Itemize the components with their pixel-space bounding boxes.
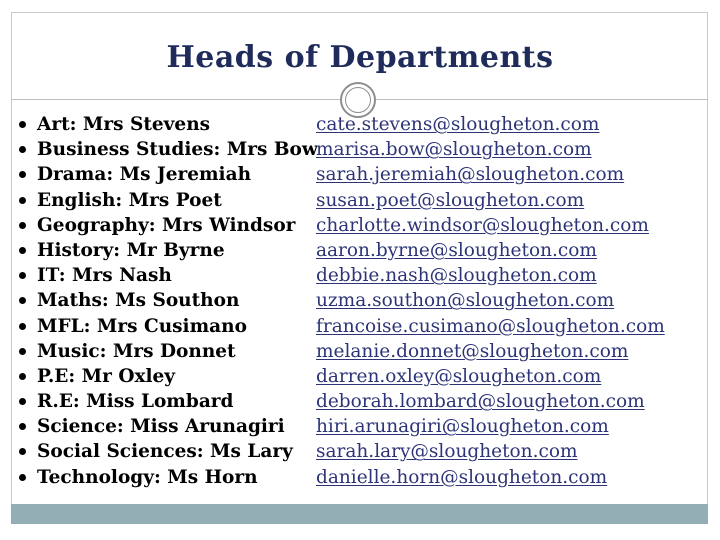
email-link[interactable]: sarah.jeremiah@slougheton.com bbox=[316, 164, 625, 186]
bullet-icon bbox=[19, 423, 26, 430]
footer-bar bbox=[11, 504, 708, 524]
departments-list bbox=[0, 112, 720, 490]
email-link[interactable]: francoise.cusimano@slougheton.com bbox=[316, 315, 665, 337]
department-head: Science: Miss Arunagiri bbox=[37, 416, 285, 438]
department-head: Drama: Ms Jeremiah bbox=[37, 164, 252, 186]
list-item bbox=[0, 314, 720, 339]
bullet-icon bbox=[19, 247, 26, 254]
email-link[interactable]: susan.poet@slougheton.com bbox=[316, 189, 585, 211]
department-head: Social Sciences: Ms Lary bbox=[37, 441, 293, 463]
bullet-icon bbox=[19, 373, 26, 380]
email-link[interactable]: sarah.lary@slougheton.com bbox=[316, 441, 578, 463]
email-link[interactable]: debbie.nash@slougheton.com bbox=[316, 265, 597, 287]
bullet-icon bbox=[19, 474, 26, 481]
department-head: R.E: Miss Lombard bbox=[37, 391, 234, 413]
list-item bbox=[0, 213, 720, 238]
bullet-icon bbox=[19, 222, 26, 229]
email-link[interactable]: hiri.arunagiri@slougheton.com bbox=[316, 416, 609, 438]
department-head: IT: Mrs Nash bbox=[37, 265, 172, 287]
bullet-icon bbox=[19, 448, 26, 455]
department-head: Maths: Ms Southon bbox=[37, 290, 240, 312]
list-item bbox=[0, 162, 720, 187]
email-link[interactable]: uzma.southon@slougheton.com bbox=[316, 290, 615, 312]
email-link[interactable]: danielle.horn@slougheton.com bbox=[316, 466, 608, 488]
department-head: Technology: Ms Horn bbox=[37, 466, 258, 488]
department-head: MFL: Mrs Cusimano bbox=[37, 315, 247, 337]
email-link[interactable]: melanie.donnet@slougheton.com bbox=[316, 340, 629, 362]
department-head: English: Mrs Poet bbox=[37, 189, 222, 211]
department-head: History: Mr Byrne bbox=[37, 239, 225, 261]
list-item bbox=[0, 339, 720, 364]
email-link[interactable]: charlotte.windsor@slougheton.com bbox=[316, 214, 649, 236]
list-item bbox=[0, 238, 720, 263]
email-link[interactable]: cate.stevens@slougheton.com bbox=[316, 114, 600, 135]
email-link[interactable]: darren.oxley@slougheton.com bbox=[316, 365, 602, 387]
bullet-icon bbox=[19, 121, 26, 128]
department-head: Business Studies: Mrs Bow bbox=[37, 139, 318, 161]
email-link[interactable]: marisa.bow@slougheton.com bbox=[316, 139, 592, 161]
list-item bbox=[0, 288, 720, 313]
bullet-icon bbox=[19, 272, 26, 279]
list-item bbox=[0, 188, 720, 213]
bullet-icon bbox=[19, 197, 26, 204]
list-item bbox=[0, 364, 720, 389]
list-item bbox=[0, 414, 720, 439]
bullet-icon bbox=[19, 398, 26, 405]
bullet-icon bbox=[19, 171, 26, 178]
bullet-icon bbox=[19, 146, 26, 153]
list-item bbox=[0, 263, 720, 288]
department-head: P.E: Mr Oxley bbox=[37, 365, 176, 387]
bullet-icon bbox=[19, 297, 26, 304]
list-item bbox=[0, 465, 720, 490]
bullet-icon bbox=[19, 323, 26, 330]
department-head: Geography: Mrs Windsor bbox=[37, 214, 296, 236]
list-item bbox=[0, 389, 720, 414]
page-title: Heads of Departments bbox=[166, 40, 554, 75]
list-item bbox=[0, 137, 720, 162]
email-link[interactable]: aaron.byrne@slougheton.com bbox=[316, 239, 597, 261]
department-head: Art: Mrs Stevens bbox=[37, 114, 211, 135]
list-item bbox=[0, 112, 720, 137]
list-item bbox=[0, 439, 720, 464]
bullet-icon bbox=[19, 348, 26, 355]
email-link[interactable]: deborah.lombard@slougheton.com bbox=[316, 391, 645, 413]
department-head: Music: Mrs Donnet bbox=[37, 340, 236, 362]
